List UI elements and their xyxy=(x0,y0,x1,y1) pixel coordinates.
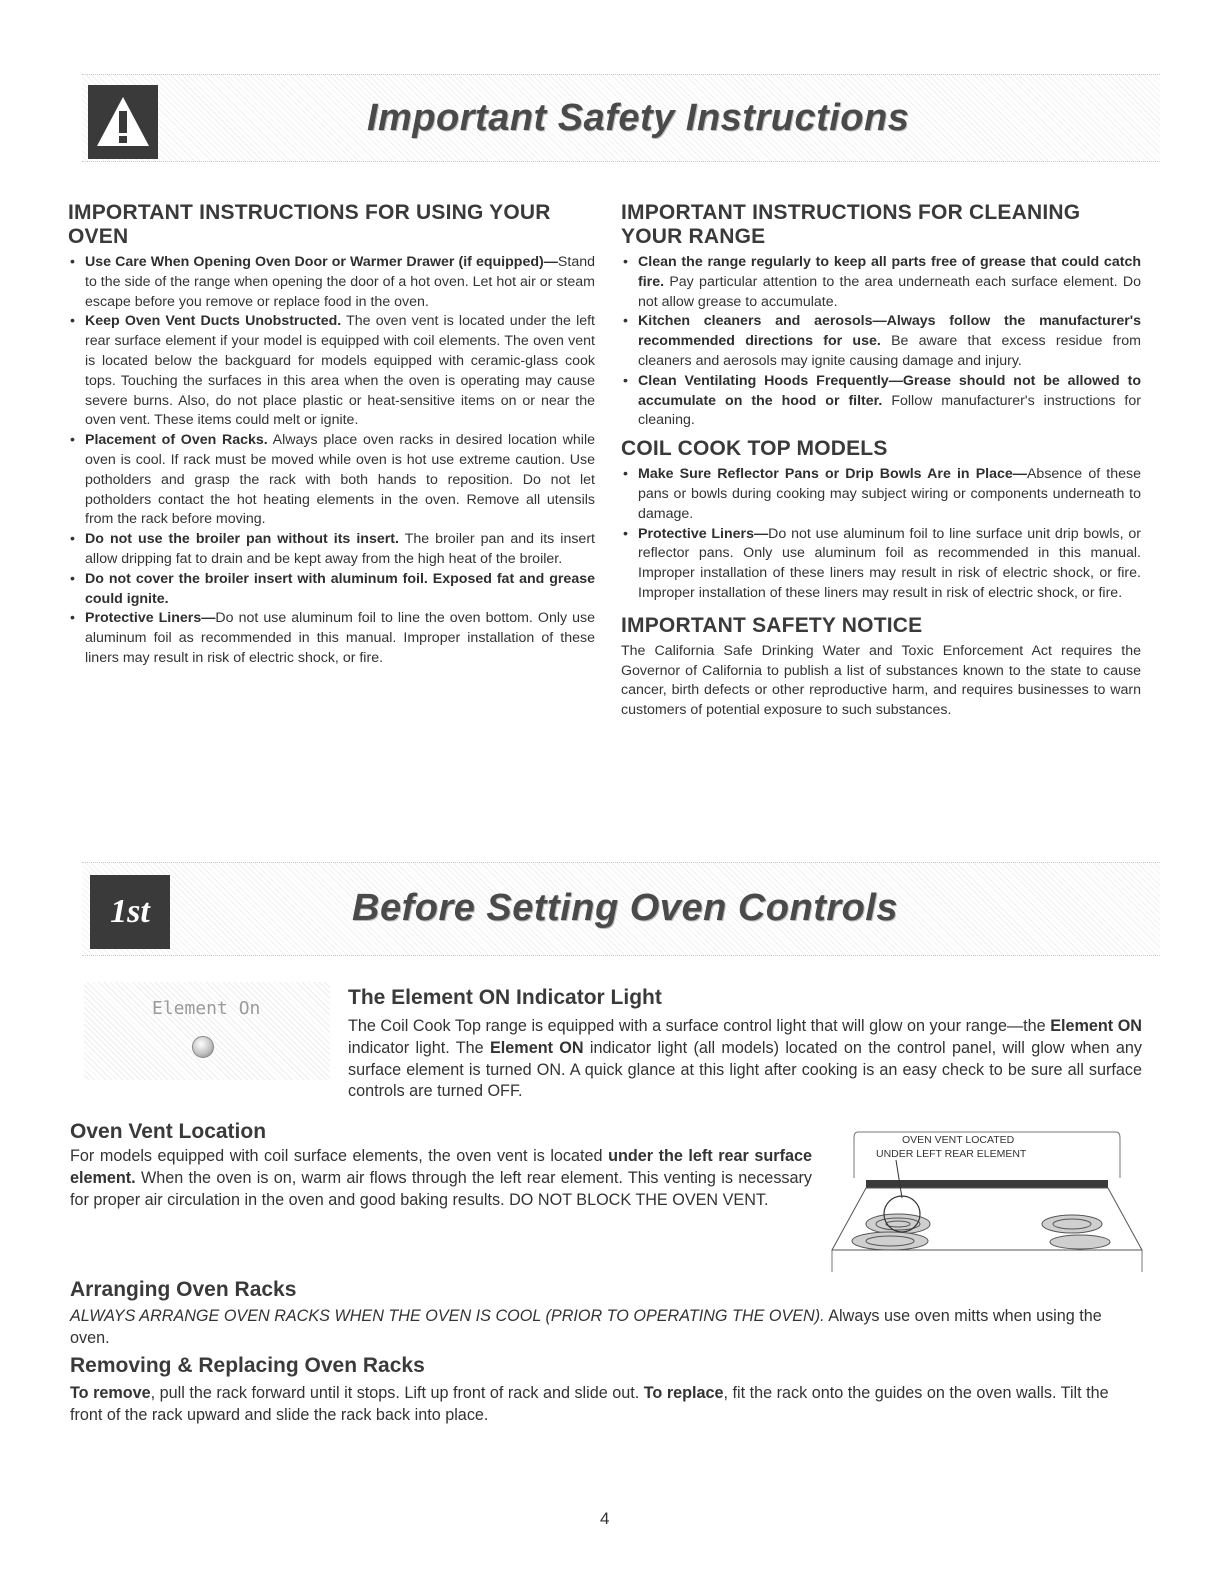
removing-heading: Removing & Replacing Oven Racks xyxy=(70,1354,425,1377)
racks-heading: Arranging Oven Racks xyxy=(70,1278,297,1301)
list-item: • Clean the range regularly to keep all parts free of grease that could catch fire. Pay particular attention to the area underneath each surface element. Do not allow grease to accumulate. xyxy=(621,253,1141,312)
oven-vent-figure xyxy=(828,1128,1146,1274)
list-item: • Kitchen cleaners and aerosols—Always follow the manufacturer's recommended directions for use. Be aware that excess residue from cleaners and aerosols may ignite causing damage and injury. xyxy=(621,312,1141,371)
list-item: • Do not use the broiler pan without its insert. The broiler pan and its insert allow dripping fat to drain and be kept away from the high heat of the broiler. xyxy=(68,530,595,570)
indicator-heading: The Element ON Indicator Light xyxy=(348,986,662,1009)
cleaning-list xyxy=(621,253,1141,431)
left-column xyxy=(68,201,595,669)
section-heading: IMPORTANT SAFETY NOTICE xyxy=(621,613,923,637)
list-item: • Keep Oven Vent Ducts Unobstructed. The oven vent is located under the left rear surface element if your model is equipped with coil elements. The oven vent is located below the backguard for models equipped with ceramic-glass cook tops. Touching the surfaces in this area when the oven is operating may cause severe burns. Also, do not place plastic or heat-sensitive items on or near the oven vent. These items could melt or ignite. xyxy=(68,312,595,431)
section-heading: IMPORTANT INSTRUCTIONS FOR USING YOUR OVEN xyxy=(68,201,551,248)
removing-text: To remove, pull the rack forward until it stops. Lift up front of rack and slide out. To replace, fit the rack onto the guides on the oven walls. Tilt the front of the rack upward and slide the rack back into place. xyxy=(70,1384,1109,1424)
list-item: • Make Sure Reflector Pans or Drip Bowls Are in Place—Absence of these pans or bowls during cooking may subject wiring or components underneath to damage. xyxy=(621,465,1141,524)
coil-list xyxy=(621,465,1141,604)
indicator-text: The Coil Cook Top range is equipped with a surface control light that will glow on your range—the Element ON indicator light. The Element ON indicator light (all models) located on the control panel, will glow when any surface element is turned ON. A quick glance at this light after cooking is an easy check to be sure all surface controls are turned OFF. xyxy=(348,1017,1142,1101)
section-heading: COIL COOK TOP MODELS xyxy=(621,437,888,461)
vent-text: For models equipped with coil surface elements, the oven vent is located under the left rear surface element. When the oven is on, warm air flows through the left rear element. This venting is necessary for proper air circulation in the oven and good baking results. DO NOT BLOCK THE OVEN VENT. xyxy=(70,1147,812,1209)
indicator-light-icon xyxy=(192,1036,214,1058)
element-on-panel xyxy=(84,982,330,1080)
element-on-label: Element On xyxy=(152,998,261,1019)
instruction-list xyxy=(68,253,595,669)
notice-text: The California Safe Drinking Water and Toxic Enforcement Act requires the Governor of California to publish a list of substances known to the state to cause cancer, birth defects or other reproductive harm, and requires businesses to warn customers of potential exposure to such substances. xyxy=(621,642,1141,719)
right-column xyxy=(621,201,1141,721)
controls-banner xyxy=(82,862,1160,956)
list-item: • Placement of Oven Racks. Always place oven racks in desired location while oven is cool. If rack must be moved while oven is hot use extreme caution. Use potholders and grasp the rack with both hands to reposition. Do not let potholders contact the hot heating elements in the oven. Remove all utensils from the rack before moving. xyxy=(68,431,595,530)
list-item: • Clean Ventilating Hoods Frequently—Grease should not be allowed to accumulate on the hood or filter. Follow manufacturer's instructions for cleaning. xyxy=(621,372,1141,431)
warning-icon xyxy=(88,85,158,159)
section-heading: IMPORTANT INSTRUCTIONS FOR CLEANING YOUR RANGE xyxy=(621,201,1081,248)
list-item: • Protective Liners—Do not use aluminum foil to line surface unit drip bowls, or reflector pans. Only use aluminum foil as recommended in this manual. Improper installation of these liners may result in risk of electric shock, or fire. Improper installation of these liners may result in risk of electric shock, or fire. xyxy=(621,525,1141,604)
figure-callout-line1: OVEN VENT LOCATED xyxy=(902,1134,1015,1146)
safety-banner xyxy=(82,74,1160,162)
first-step-icon: 1st xyxy=(90,875,170,949)
banner-title: Important Safety Instructions xyxy=(367,97,910,139)
figure-callout-line2: UNDER LEFT REAR ELEMENT xyxy=(876,1148,1027,1160)
racks-text: ALWAYS ARRANGE OVEN RACKS WHEN THE OVEN IS COOL (PRIOR TO OPERATING THE OVEN). Always use oven mitts when using the oven. xyxy=(70,1307,1102,1347)
list-item: • Use Care When Opening Oven Door or Warmer Drawer (if equipped)—Stand to the side of the range when opening the door of a hot oven. Let hot air or steam escape before you remove or replace food in the oven. xyxy=(68,253,595,312)
vent-heading: Oven Vent Location xyxy=(70,1120,267,1143)
list-item: • Protective Liners—Do not use aluminum foil to line the oven bottom. Only use aluminum foil as recommended in this manual. Improper installation of these liners may result in risk of electric shock, or fire. xyxy=(68,609,595,668)
page-number: 4 xyxy=(600,1509,610,1528)
list-item: • Do not cover the broiler insert with aluminum foil. Exposed fat and grease could ignite. xyxy=(68,570,595,610)
banner-title: Before Setting Oven Controls xyxy=(352,887,899,929)
